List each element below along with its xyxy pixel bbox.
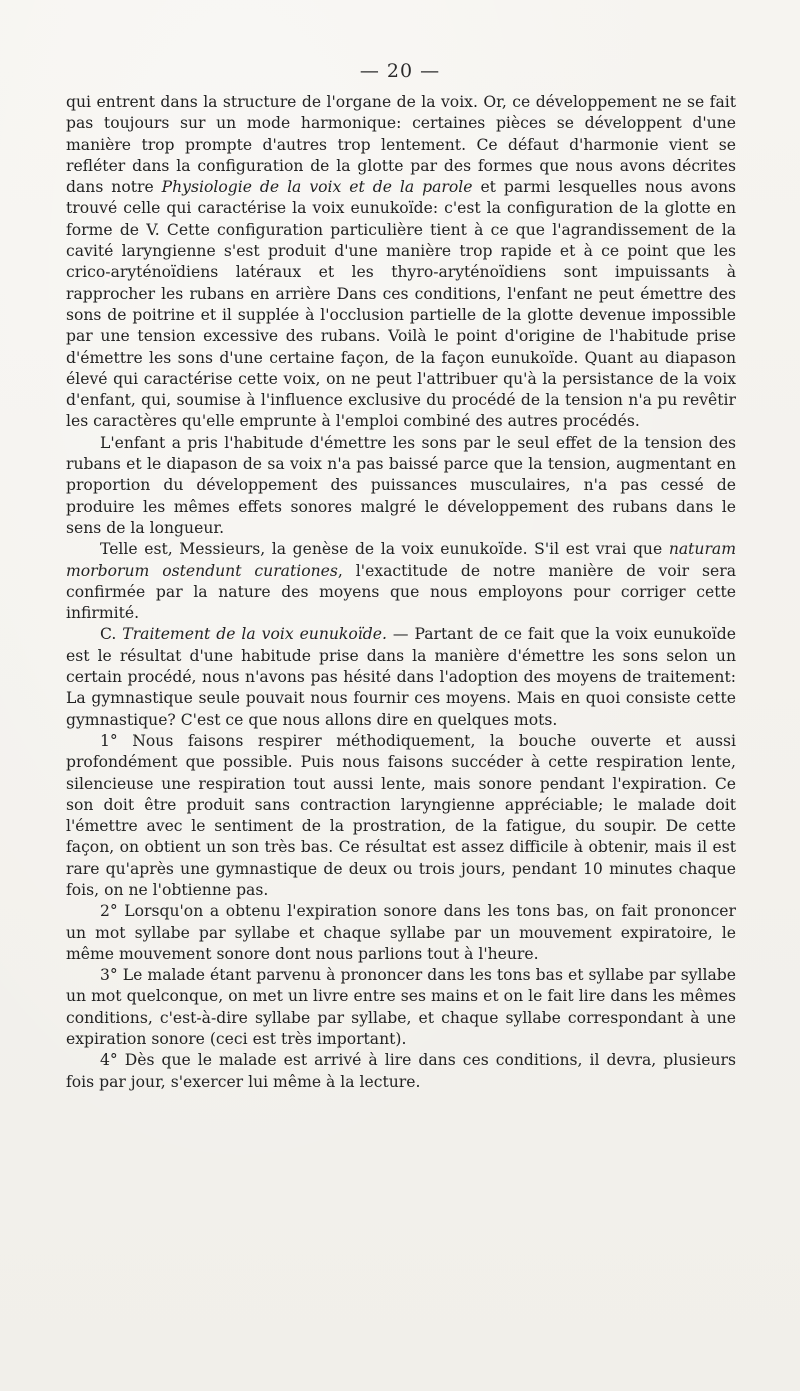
step-1: 1° Nous faisons respirer méthodiquement, la bouche ouverte et aussi profondément que possible. Puis nous faisons succéder à cette respiration lente, silencieuse une respiration tout aussi lente, mais sonore pendant l'expiration. Ce son doit être produit sans contraction laryngienne appréciable; le malade doit l'émettre avec le sentiment de la prostration, de la fatigue, du soupir. De cette façon, on obtient un son très bas. Ce résultat est assez difficile à obtenir, mais il est rare qu'après une gymnastique de deux ou trois jours, pendant 10 minutes chaque fois, on ne l'obtienne pas. xyxy=(66,731,736,899)
paragraph-1-text-a: qui entrent dans la structure de l'organe de la voix. Or, ce développement ne se fait pas toujours sur un mode harmonique: certaines pièces se développent d'une manière trop prompte d'autres trop lentement. Ce défaut d'harmonie vient se refléter dans la configuration de la glotte par des formes que nous avons décrites dans notre xyxy=(66,93,736,197)
page-number: — 20 — xyxy=(359,60,441,82)
paragraph-1 xyxy=(66,92,736,433)
book-title: Physiologie de la voix et de la parole xyxy=(161,178,473,197)
section-heading: Traitement de la voix eunukoïde. xyxy=(122,625,387,644)
latin-quote: naturam morborum ostendunt curationes xyxy=(66,540,736,580)
body-text xyxy=(66,92,736,1093)
step-2: 2° Lorsqu'on a obtenu l'expiration sonore dans les tons bas, on fait prononcer un mot syllabe par syllabe et chaque syllabe par un mouvement expiratoire, le même mouvement sonore dont nous parlions tout à l'heure. xyxy=(66,902,736,963)
paragraph-4 xyxy=(66,624,736,730)
paragraph-3 xyxy=(66,539,736,624)
paragraph-3-text-b: , l'exactitude de notre manière de voir sera confirmée par la nature des moyens que nous employons pour corriger cette infirmité. xyxy=(66,561,737,623)
step-4: 4° Dès que le malade est arrivé à lire dans ces conditions, il devra, plusieurs fois par jour, s'exercer lui même à la lecture. xyxy=(66,1051,736,1091)
step-3: 3° Le malade étant parvenu à prononcer dans les tons bas et syllabe par syllabe un mot quelconque, on met un livre entre ses mains et on le fait lire dans les mêmes conditions, c'est-à-dire syllabe par syllabe, et chaque syllabe correspondant à une expiration sonore (ceci est très important). xyxy=(66,966,736,1049)
paragraph-3-text-a: Telle est, Messieurs, la genèse de la voix eunukoïde. S'il est vrai que xyxy=(100,540,669,559)
paragraph-1-text-b: et parmi lesquelles nous avons trouvé celle qui caractérise la voix eunukoïde: c'est la configuration de la glotte en forme de V. Cette configuration particulière tient à ce que l'agrandissement de la cavité laryngienne s'est produit d'une manière trop rapide et à ce point que les crico-aryténoïdiens latéraux et les thyro-aryténoïdiens sont impuissants à rapprocher les rubans en arrière Dans ces conditions, l'enfant ne peut émettre des sons de poitrine et il supplée à l'occlusion partielle de la glotte devenue impossible par une tension excessive des rubans. Voilà le point d'origine de l'habitude prise d'émettre les sons d'une certaine façon, de la façon eunukoïde. Quant au diapason élevé qui caractérise cette voix, on ne peut l'attribuer qu'à la persistance de la voix d'enfant, qui, soumise à l'influence exclusive du procédé de la tension n'a pu revêtir les caractères qu'elle emprunte à l'emploi combiné des autres procédés. xyxy=(66,178,736,431)
section-letter: C. xyxy=(100,625,123,644)
paragraph-4-text: — Partant de ce fait que la voix eunukoïde est le résultat d'une habitude prise dans la manière d'émettre les sons selon un certain procédé, nous n'avons pas hésité dans l'adoption des moyens de traitement: La gymnastique seule pouvait nous fournir ces moyens. Mais en quoi consiste cette gymnastique? C'est ce que nous allons dire en quelques mots. xyxy=(66,625,737,729)
paragraph-2: L'enfant a pris l'habitude d'émettre les sons par le seul effet de la tension des rubans et le diapason de sa voix n'a pas baissé parce que la tension, augmentant en proportion du développement des puissances musculaires, n'a pas cessé de produire les mêmes effets sonores malgré le développement des rubans dans le sens de la longueur. xyxy=(66,433,736,537)
